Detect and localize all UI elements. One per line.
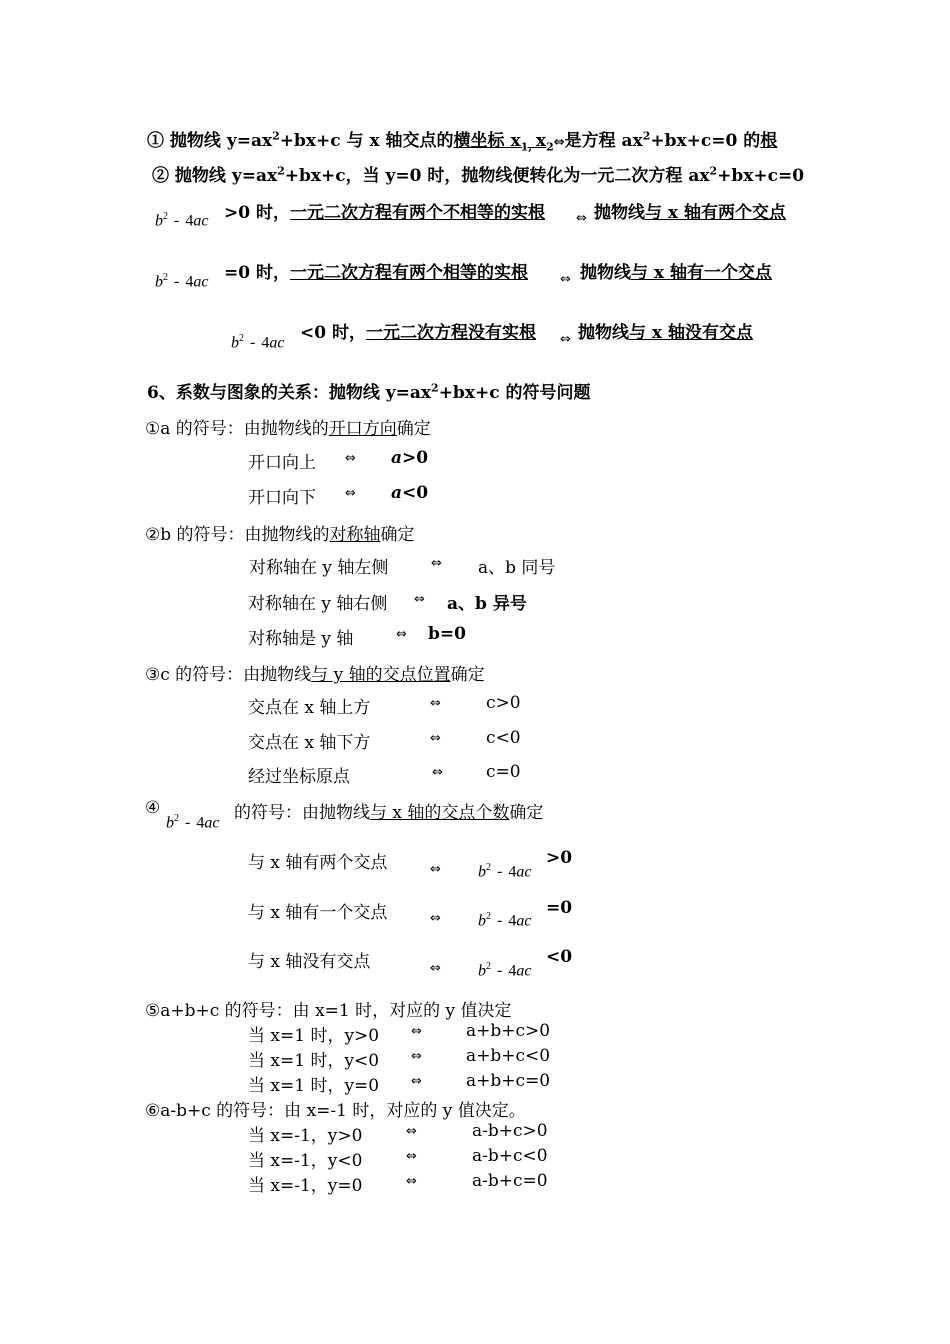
c-row-above-label: 交点在 x 轴上方: [248, 698, 371, 718]
disc-row-none-value: <0: [546, 947, 573, 967]
amc-row-neg-value: a-b+c<0: [472, 1146, 548, 1166]
two-roots-line: >0 时，一元二次方程有两个不相等的实根: [224, 203, 545, 223]
disc-row-one-value: =0: [546, 898, 573, 918]
equivalence-icon: ⇔: [430, 696, 441, 711]
abscissa-term: 横坐标 $x_{1,}$ $x_2$: [453, 131, 554, 154]
b-row-left-value: a、b 同号: [478, 558, 556, 578]
equivalence-icon: ⇔: [431, 556, 442, 571]
conversion-line: ② 抛物线 $y=ax^2+bx+c$，当 y=0 时，抛物线便转化为一元二次方程 $ax^2+bx+c=0$: [152, 164, 805, 186]
c-row-origin-label: 经过坐标原点: [248, 767, 350, 787]
amc-sign-heading: ⑥a-b+c 的符号：由 x=-1 时，对应的 y 值决定。: [145, 1101, 526, 1121]
b-row-left-label: 对称轴在 y 轴左侧: [249, 558, 389, 578]
amc-row-zero-value: a-b+c=0: [472, 1171, 548, 1191]
equivalence-icon: ⇔: [411, 1024, 422, 1039]
no-roots-line: <0 时，一元二次方程没有实根: [300, 323, 536, 343]
a-row-down-value: a<0: [391, 483, 429, 503]
one-intersection-line: 抛物线与 x 轴有一个交点: [580, 263, 772, 283]
roots-line: ① 抛物线 $y=ax^2+bx+c$ 与 x 轴交点的横坐标 $x_{1,}$ $x_2\Leftrightarrow$是方程 $ax^2+bx+c=0$ 的根: [147, 129, 778, 154]
b-row-right-label: 对称轴在 y 轴右侧: [248, 594, 388, 614]
two-intersections-line: 抛物线与 x 轴有两个交点: [594, 203, 786, 223]
abc-row-neg-label: 当 x=1 时，y<0: [248, 1051, 380, 1071]
discriminant-expr: $b^2 - 4ac$: [166, 813, 220, 832]
a-sign-heading: ①a 的符号：由抛物线的开口方向确定: [145, 419, 431, 439]
amc-row-zero-label: 当 x=-1，y=0: [248, 1176, 363, 1196]
equivalence-icon: ⇔: [430, 862, 441, 877]
no-intersection-line: 抛物线与 x 轴没有交点: [578, 323, 753, 343]
equivalence-icon: ⇔: [414, 592, 425, 607]
abc-sign-heading: ⑤a+b+c 的符号：由 x=1 时，对应的 y 值决定: [145, 1001, 512, 1021]
amc-row-pos-label: 当 x=-1，y>0: [248, 1126, 363, 1146]
equivalence-icon: ⇔: [406, 1124, 417, 1139]
b-row-axis-value: b=0: [428, 624, 466, 644]
a-row-up-value: a>0: [391, 448, 429, 468]
a-row-down-label: 开口向下: [248, 488, 316, 508]
equivalence-icon: ⇔: [560, 272, 571, 287]
disc-row-two-value: >0: [546, 848, 573, 868]
equal-roots-line: =0 时，一元二次方程有两个相等的实根: [224, 263, 528, 283]
disc-row-none-label: 与 x 轴没有交点: [248, 952, 371, 972]
c-sign-heading: ③c 的符号：由抛物线与 y 轴的交点位置确定: [145, 665, 485, 685]
amc-row-neg-label: 当 x=-1，y<0: [248, 1151, 363, 1171]
c-row-above-value: c>0: [486, 693, 521, 713]
disc-row-two-label: 与 x 轴有两个交点: [248, 853, 388, 873]
equivalence-icon: ⇔: [411, 1049, 422, 1064]
disc-row-one-label: 与 x 轴有一个交点: [248, 903, 388, 923]
b-sign-heading: ②b 的符号：由抛物线的对称轴确定: [145, 525, 415, 545]
equivalence-icon: ⇔: [406, 1174, 417, 1189]
equivalence-icon: ⇔: [345, 486, 356, 501]
equivalence-icon: ⇔: [430, 961, 441, 976]
b-row-right-value: a、b 异号: [447, 594, 527, 614]
abc-row-pos-label: 当 x=1 时，y>0: [248, 1026, 380, 1046]
a-row-up-label: 开口向上: [248, 453, 316, 473]
disc-sign-heading-num: ④: [145, 798, 161, 818]
equivalence-icon: ⇔: [553, 135, 565, 150]
c-row-below-label: 交点在 x 轴下方: [248, 733, 371, 753]
equivalence-icon: ⇔: [396, 627, 407, 642]
disc-sign-heading: 的符号：由抛物线与 x 轴的交点个数确定: [234, 803, 544, 823]
abc-row-neg-value: a+b+c<0: [466, 1046, 551, 1066]
equivalence-icon: ⇔: [430, 731, 441, 746]
equivalence-icon: ⇔: [345, 451, 356, 466]
equivalence-icon: ⇔: [430, 911, 441, 926]
abc-row-zero-label: 当 x=1 时，y=0: [248, 1076, 380, 1096]
discriminant-expr: $b^2 - 4ac$: [478, 862, 532, 881]
equivalence-icon: ⇔: [411, 1074, 422, 1089]
discriminant-expr: $b^2 - 4ac$: [155, 211, 209, 230]
equivalence-icon: ⇔: [560, 332, 571, 347]
b-row-axis-label: 对称轴是 y 轴: [248, 629, 354, 649]
c-row-below-value: c<0: [486, 728, 521, 748]
section-6-title: 6、系数与图象的关系：抛物线 $y=ax^2+bx+c$ 的符号问题: [147, 381, 591, 403]
discriminant-expr: $b^2 - 4ac$: [231, 333, 285, 352]
discriminant-expr: $b^2 - 4ac$: [478, 961, 532, 980]
equivalence-icon: ⇔: [432, 765, 443, 780]
abc-row-pos-value: a+b+c>0: [466, 1021, 551, 1041]
amc-row-pos-value: a-b+c>0: [472, 1121, 548, 1141]
c-row-origin-value: c=0: [486, 762, 521, 782]
equivalence-icon: ⇔: [406, 1149, 417, 1164]
discriminant-expr: $b^2 - 4ac$: [478, 911, 532, 930]
discriminant-expr: $b^2 - 4ac$: [155, 272, 209, 291]
abc-row-zero-value: a+b+c=0: [466, 1071, 551, 1091]
equivalence-icon: ⇔: [576, 211, 587, 226]
